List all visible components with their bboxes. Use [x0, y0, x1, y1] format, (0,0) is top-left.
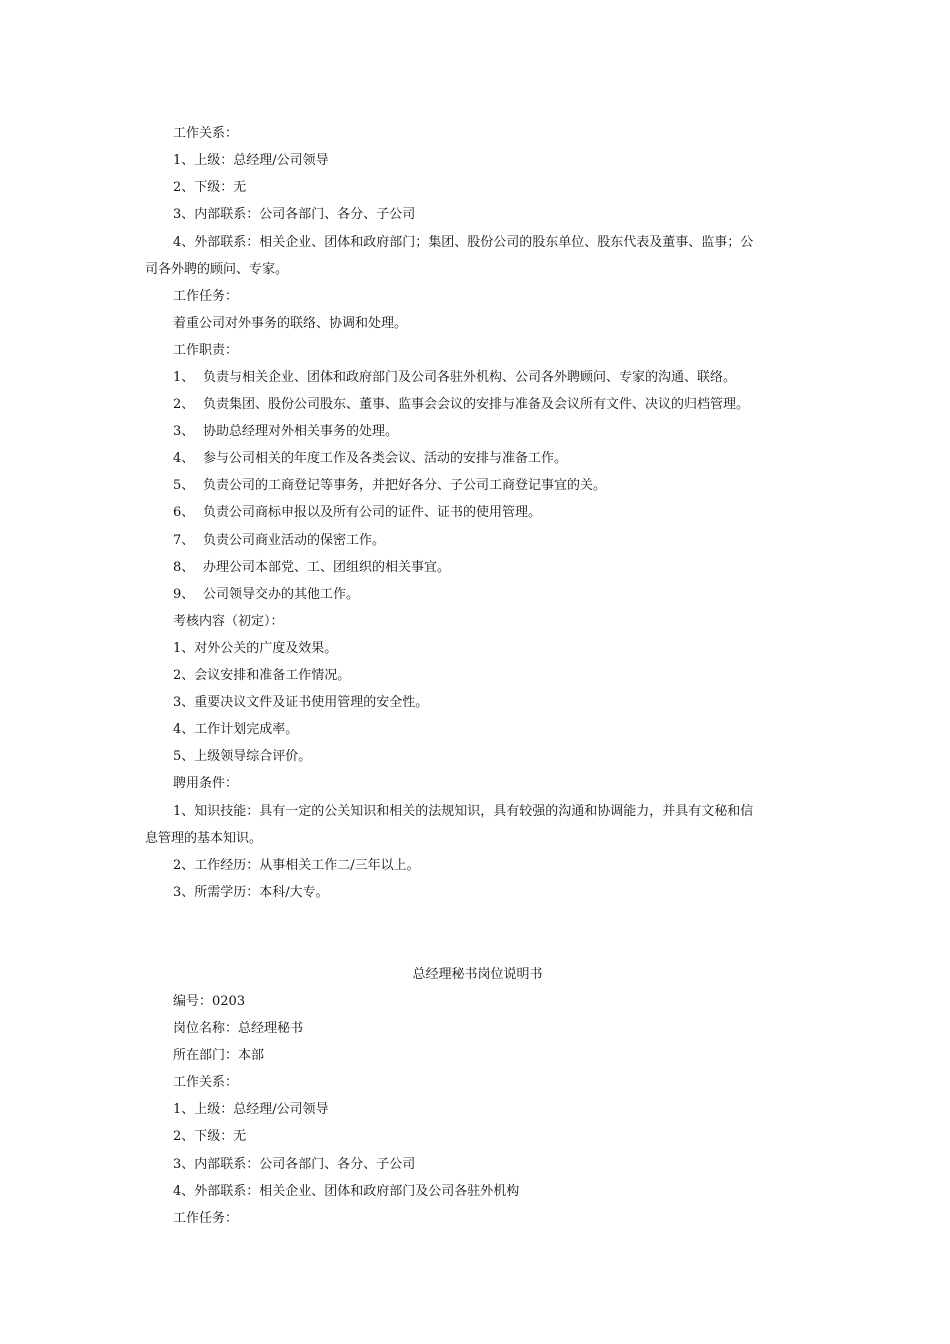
- relations-heading: 工作关系：: [173, 126, 239, 141]
- duty-text: 公司领导交办的其他工作。: [203, 587, 360, 602]
- hire-item: 2、工作经历：从事相关工作二/三年以上。: [173, 858, 420, 873]
- relation-internal-2: 3、内部联系：公司各部门、各分、子公司: [173, 1157, 416, 1172]
- duty-text: 协助总经理对外相关事务的处理。: [203, 424, 399, 439]
- duty-item: [145, 391, 838, 418]
- duty-item: [145, 472, 838, 499]
- duty-text: 参与公司相关的年度工作及各类会议、活动的安排与准备工作。: [203, 451, 568, 466]
- duty-num: 9、: [173, 587, 195, 602]
- duty-text: 负责公司商标申报以及所有公司的证件、证书的使用管理。: [203, 505, 542, 520]
- department: 所在部门：本部: [173, 1048, 265, 1063]
- duty-text: 负责与相关企业、团体和政府部门及公司各驻外机构、公司各外聘顾问、专家的沟通、联络。: [203, 370, 737, 385]
- hire-heading: 聘用条件：: [173, 776, 239, 791]
- relation-external-2: 4、外部联系：相关企业、团体和政府部门及公司各驻外机构: [173, 1184, 520, 1199]
- doc-code: 编号：0203: [173, 994, 246, 1009]
- hire-item: 1、知识技能：具有一定的公关知识和相关的法规知识，具有较强的沟通和协调能力，并具有文秘和信: [173, 804, 754, 819]
- duty-num: 8、: [173, 560, 195, 575]
- task-text: 着重公司对外事务的联络、协调和处理。: [173, 316, 408, 331]
- relation-subordinate: 2、下级：无: [173, 180, 247, 195]
- hire-item-cont: 息管理的基本知识。: [145, 831, 263, 846]
- assess-item: 1、对外公关的广度及效果。: [173, 641, 338, 656]
- duty-num: 4、: [173, 451, 195, 466]
- position-name: 岗位名称：总经理秘书: [173, 1021, 304, 1036]
- doc-title: 总经理秘书岗位说明书: [412, 967, 543, 982]
- relation-internal: 3、内部联系：公司各部门、各分、子公司: [173, 207, 416, 222]
- duty-item: [145, 364, 838, 391]
- duty-item: [145, 445, 838, 472]
- assess-heading: 考核内容（初定）：: [173, 614, 284, 629]
- assess-item: 4、工作计划完成率。: [173, 722, 299, 737]
- duty-item: [145, 581, 838, 608]
- assess-item: 3、重要决议文件及证书使用管理的安全性。: [173, 695, 429, 710]
- duty-item: [145, 527, 838, 554]
- assess-item: 5、上级领导综合评价。: [173, 749, 312, 764]
- relation-subordinate-2: 2、下级：无: [173, 1129, 247, 1144]
- duty-num: 5、: [173, 478, 195, 493]
- duty-item: [145, 554, 838, 581]
- relation-external: 4、外部联系：相关企业、团体和政府部门；集团、股份公司的股东单位、股东代表及董事、监事；公: [173, 235, 754, 250]
- task-heading-2: 工作任务：: [173, 1211, 239, 1226]
- relation-external-cont: 司各外聘的顾问、专家。: [145, 262, 289, 277]
- duty-num: 6、: [173, 505, 195, 520]
- hire-item: 3、所需学历：本科/大专。: [173, 885, 329, 900]
- duty-num: 3、: [173, 424, 195, 439]
- duty-num: 2、: [173, 397, 195, 412]
- duty-heading: 工作职责：: [173, 343, 239, 358]
- duty-num: 1、: [173, 370, 195, 385]
- assess-item: 2、会议安排和准备工作情况。: [173, 668, 351, 683]
- duty-text: 负责公司的工商登记等事务，并把好各分、子公司工商登记事宜的关。: [203, 478, 607, 493]
- relations-heading-2: 工作关系：: [173, 1075, 239, 1090]
- duty-item: [145, 418, 838, 445]
- relation-superior: 1、上级：总经理/公司领导: [173, 153, 329, 168]
- duty-item: [145, 499, 838, 526]
- duty-text: 办理公司本部党、工、团组织的相关事宜。: [203, 560, 451, 575]
- duty-text: 负责集团、股份公司股东、董事、监事会会议的安排与准备及会议所有文件、决议的归档管理。: [203, 397, 750, 412]
- duty-text: 负责公司商业活动的保密工作。: [203, 533, 386, 548]
- duty-num: 7、: [173, 533, 195, 548]
- task-heading: 工作任务：: [173, 289, 239, 304]
- relation-superior-2: 1、上级：总经理/公司领导: [173, 1102, 329, 1117]
